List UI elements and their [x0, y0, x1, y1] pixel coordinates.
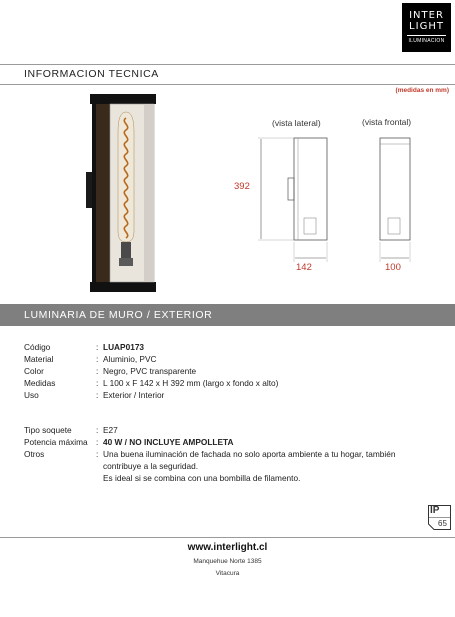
spec-value-line: contribuye a la seguridad. [103, 461, 199, 471]
spec-value: Aluminio, PVC [103, 354, 157, 364]
lamp-inner-panel [96, 104, 110, 282]
lamp-glass-shade [144, 104, 154, 282]
spec-value-line: Una buena iluminación de fachada no solo aporta ambiente a tu hogar, también [103, 449, 396, 459]
ip-value: 65 [438, 519, 447, 528]
brand-line-1: INTER [409, 10, 444, 21]
front-view-outline [380, 138, 410, 240]
header-divider [0, 84, 455, 85]
front-view-label: (vista frontal) [362, 117, 412, 127]
spec-key: Tipo soquete [24, 425, 72, 435]
spec-key: Código [24, 342, 51, 352]
spec-value: Negro, PVC transparente [103, 366, 197, 376]
side-view-bracket [288, 178, 294, 200]
page-title: INFORMACION TECNICA [24, 68, 159, 80]
spec-value: Exterior / Interior [103, 390, 165, 400]
ip-rating-badge [428, 505, 451, 530]
spec-key: Medidas [24, 378, 56, 388]
spec-value: 40 W / NO INCLUYE AMPOLLETA [103, 437, 234, 447]
socket-base [119, 258, 133, 266]
brand-line-2: LIGHT [409, 21, 444, 32]
brand-line-3: ILUMINACION [408, 38, 445, 44]
bulb-socket [121, 242, 131, 258]
ip-label: IP [430, 505, 440, 516]
side-view-outline [294, 138, 327, 240]
dimension-lines [230, 110, 430, 280]
units-note: (medidas en mm) [395, 87, 449, 94]
lamp-top-cap [90, 94, 156, 104]
side-view-label: (vista lateral) [272, 118, 321, 128]
footer-address: Manquehue Norte 1385 [193, 558, 262, 565]
footer-divider [0, 537, 455, 538]
product-image [82, 92, 158, 297]
product-category: LUMINARIA DE MURO / EXTERIOR [24, 309, 213, 321]
spec-value: L 100 x F 142 x H 392 mm (largo x fondo x alto) [103, 378, 279, 388]
spec-key: Uso [24, 390, 39, 400]
product-category-band [0, 304, 455, 326]
dimension-drawing [230, 110, 430, 280]
spec-key: Material [24, 354, 54, 364]
wall-bracket [86, 172, 92, 208]
logo-divider [407, 35, 446, 36]
width-value: 100 [385, 262, 401, 273]
lamp-bottom-cap [90, 282, 156, 292]
spec-value: E27 [103, 425, 118, 435]
website-link[interactable]: www.interlight.cl [187, 542, 268, 553]
top-divider [0, 64, 455, 65]
spec-key: Otros [24, 449, 45, 459]
spec-key: Color [24, 366, 44, 376]
depth-value: 142 [296, 262, 312, 273]
height-value: 392 [234, 181, 250, 192]
brand-logo [402, 3, 451, 52]
spec-value-line: Es ideal si se combina con una bombilla de filamento. [103, 473, 301, 483]
spec-value: LUAP0173 [103, 342, 145, 352]
bulb-glass [118, 112, 134, 242]
footer-city: Vitacura [215, 570, 240, 577]
spec-key: Potencia máxima [24, 437, 88, 447]
